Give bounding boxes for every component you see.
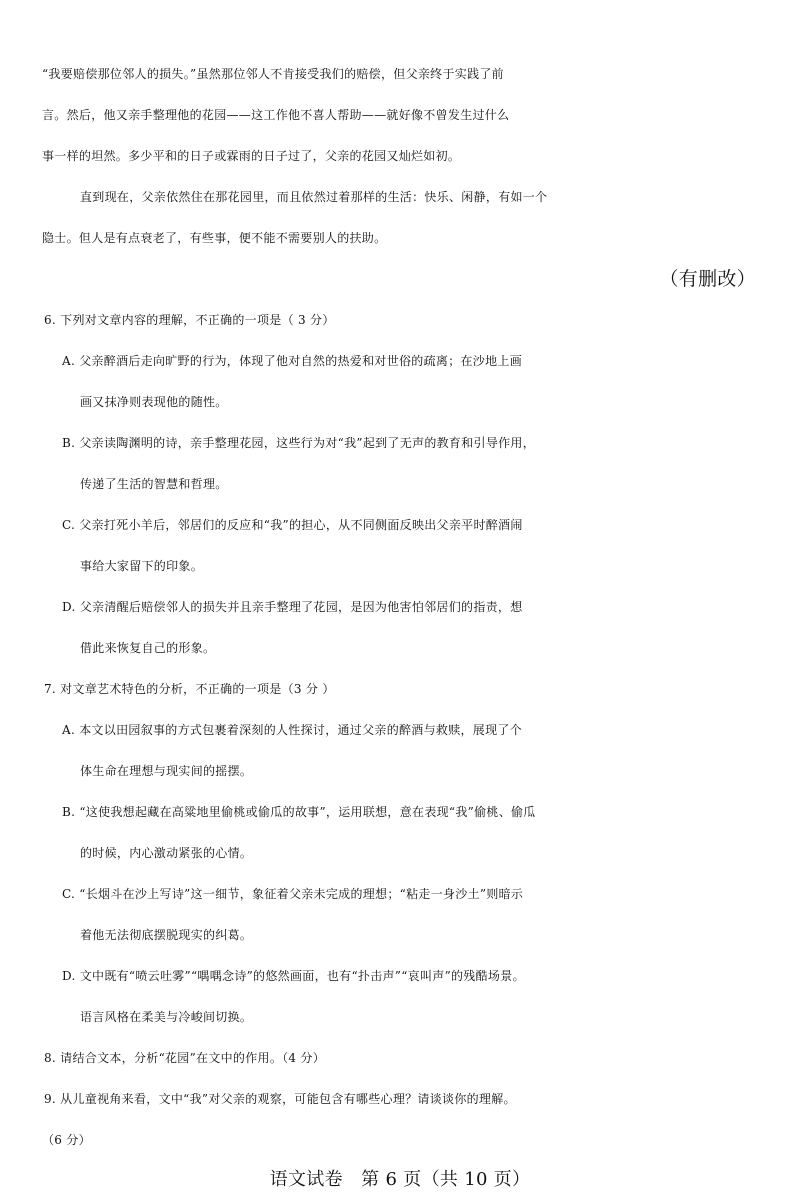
q6-option-d: D. 父亲清醒后赔偿邻人的损失并且亲手整理了花园，是因为他害怕邻居们的指责，想 xyxy=(62,600,523,614)
question-7-stem: 7. 对文章艺术特色的分析，不正确的一项是（3 分 ） xyxy=(44,682,335,696)
passage-paragraph-start: 直到现在，父亲依然住在那花园里，而且依然过着那样的生活：快乐、闲静，有如一个 xyxy=(80,190,548,204)
passage-line: 隐士。但人是有点衰老了，有些事，便不能不需要别人的扶助。 xyxy=(42,231,387,245)
abridged-note: （有删改） xyxy=(659,268,756,290)
passage-line: 事一样的坦然。多少平和的日子或霖雨的日子过了，父亲的花园又灿烂如初。 xyxy=(42,149,461,163)
q7-option-c: C. “长烟斗在沙上写诗”这一细节，象征着父亲未完成的理想；“粘走一身沙土”则暗示 xyxy=(62,887,524,901)
page-footer: 语文试卷 第 6 页（共 10 页） xyxy=(269,1169,531,1190)
question-9-stem: 9. 从儿童视角来看，文中“我”对父亲的观察，可能包含有哪些心理？请谈谈你的理解。 xyxy=(44,1092,516,1106)
q7-option-b: B. “这使我想起藏在高粱地里偷桃或偷瓜的故事”，运用联想，意在表现“我”偷桃、偷瓜 xyxy=(62,805,536,819)
q7-option-a-cont: 体生命在理想与现实间的摇摆。 xyxy=(80,764,253,778)
question-9-points: （6 分） xyxy=(42,1133,91,1147)
q7-option-b-cont: 的时候，内心激动紧张的心情。 xyxy=(80,846,253,860)
passage-line: “我要赔偿那位邻人的损失。”虽然那位邻人不肯接受我们的赔偿，但父亲终于实践了前 xyxy=(42,67,504,81)
q7-option-d: D. 文中既有“喷云吐雾”“喁喁念诗”的悠然画面，也有“扑击声”“哀叫声”的残酷场景。 xyxy=(62,969,525,983)
q6-option-c: C. 父亲打死小羊后，邻居们的反应和“我”的担心，从不同侧面反映出父亲平时醉酒闹 xyxy=(62,518,523,532)
q6-option-d-cont: 借此来恢复自己的形象。 xyxy=(80,641,216,655)
q6-option-a: A. 父亲醉酒后走向旷野的行为，体现了他对自然的热爱和对世俗的疏离；在沙地上画 xyxy=(62,354,522,368)
passage-line: 言。然后，他又亲手整理他的花园——这工作他不喜人帮助——就好像不曾发生过什么 xyxy=(42,108,510,122)
q7-option-c-cont: 着他无法彻底摆脱现实的纠葛。 xyxy=(80,928,253,942)
q6-option-c-cont: 事给大家留下的印象。 xyxy=(80,559,204,573)
q6-option-a-cont: 画又抹净则表现他的随性。 xyxy=(80,395,228,409)
question-8-stem: 8. 请结合文本，分析“花园”在文中的作用。（4 分） xyxy=(44,1051,326,1065)
q6-option-b-cont: 传递了生活的智慧和哲理。 xyxy=(80,477,228,491)
q7-option-a: A. 本文以田园叙事的方式包裹着深刻的人性探讨，通过父亲的醉酒与救赎，展现了个 xyxy=(62,723,522,737)
question-6-stem: 6. 下列对文章内容的理解，不正确的一项是（ 3 分） xyxy=(44,313,335,327)
q7-option-d-cont: 语言风格在柔美与冷峻间切换。 xyxy=(80,1010,253,1024)
q6-option-b: B. 父亲读陶渊明的诗，亲手整理花园，这些行为对“我”起到了无声的教育和引导作用， xyxy=(62,436,536,450)
